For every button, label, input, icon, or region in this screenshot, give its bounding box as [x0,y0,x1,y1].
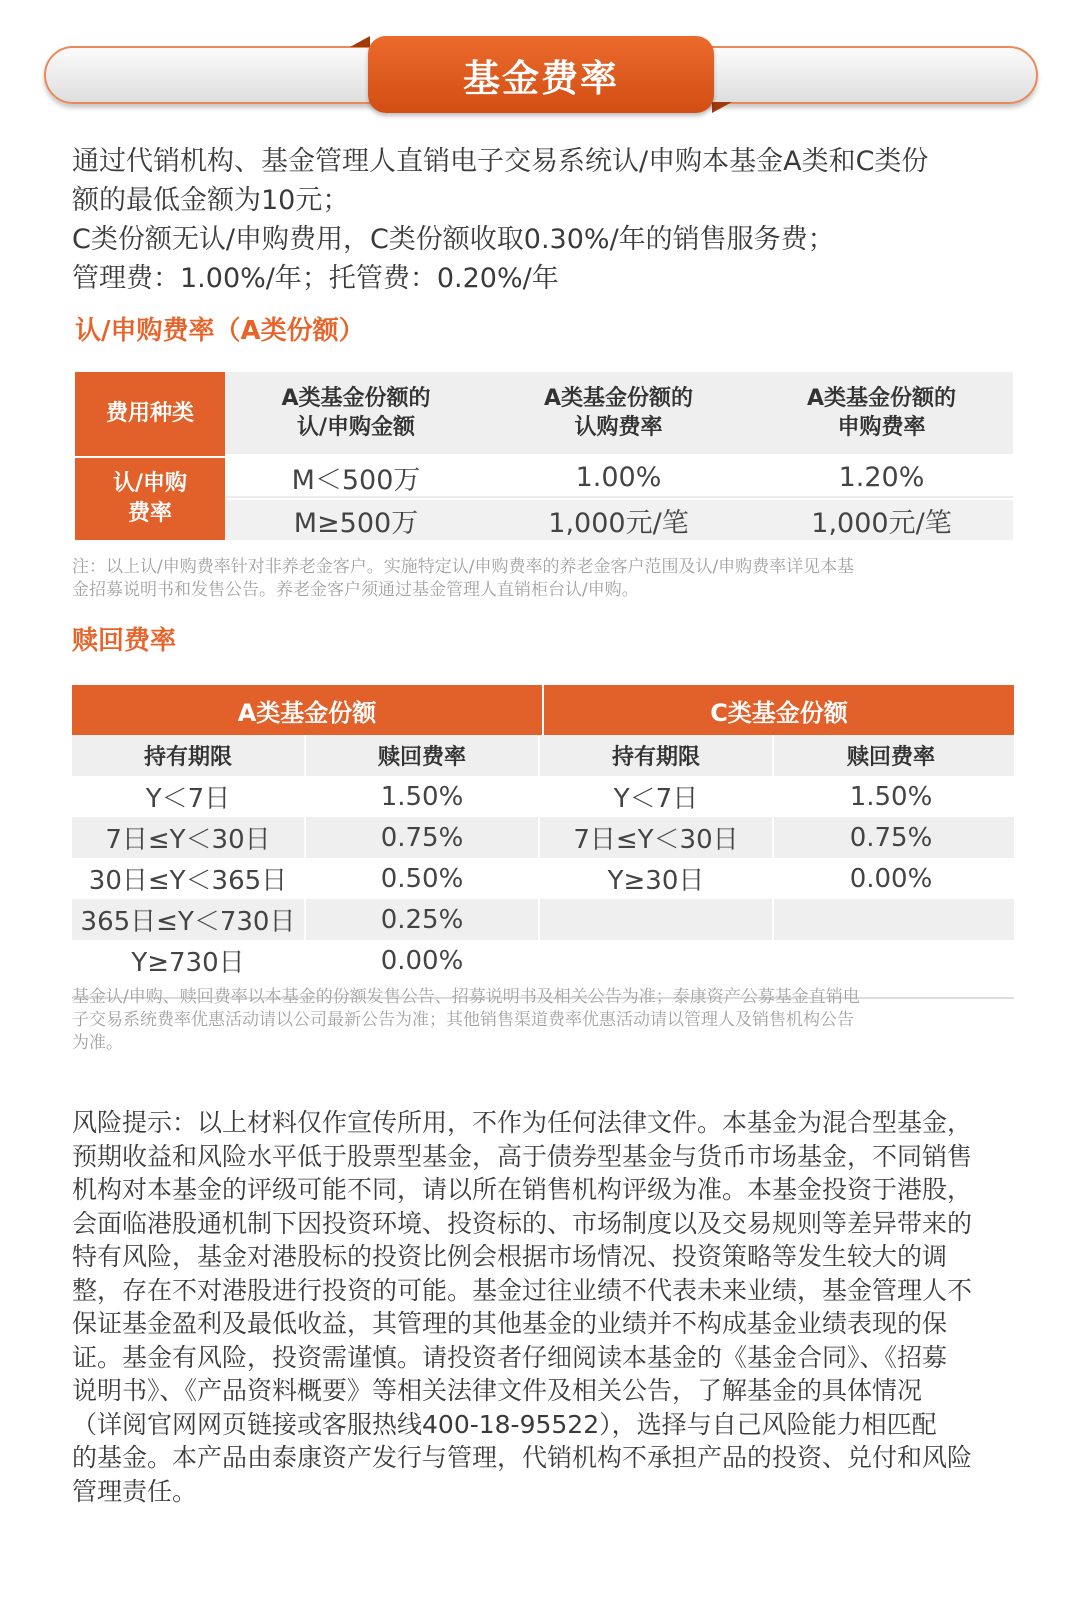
purchase-rate-cell: 1.20% [838,461,925,493]
note-line: 为准。 [72,1033,123,1053]
risk-line: 风险提示：以上材料仅作宣传所用，不作为任何法律文件。本基金为混合型基金， [72,1108,973,1137]
group-a-header: A类基金份额 [72,685,542,735]
redemption-note [72,986,1022,1055]
c-rate-cell [774,940,1008,981]
risk-line: （详阅官网网页链接或客服热线400-18-95522），选择与自己风险能力相匹配 [72,1409,937,1439]
risk-line: 整，存在不对港股进行投资的可能。基金过往业绩不代表未来业绩，基金管理人不 [72,1275,973,1305]
header-text: 认购费率 [574,415,663,440]
risk-disclosure [72,1106,1032,1508]
header-text: 认/申购金额 [296,415,416,440]
note-line: 注：以上认/申购费率针对非养老金客户。实施特定认/申购费率的养老金客户范围及认/申购费率详见本基 [72,557,855,577]
risk-line: 管理责任。 [72,1476,198,1506]
c-rate-cell: 1.50% [849,781,933,812]
c-rate-cell [774,899,1008,940]
amount-cell: M＜500万 [291,464,421,496]
row-label-text: 费率 [127,501,172,526]
risk-line: 保证基金盈利及最低收益，其管理的其他基金的业绩并不构成基金业绩表现的保 [72,1309,948,1338]
risk-line: 说明书》、《产品资料概要》等相关法律文件及相关公告，了解基金的具体情况 [72,1376,923,1405]
intro-line: 管理费：1.00%/年；托管费：0.20%/年 [72,263,559,294]
col-period-a: 持有期限 [72,735,306,776]
risk-line: 特有风险，基金对港股标的投资比例会根据市场情况、投资策略等发生较大的调 [72,1242,948,1271]
header-purchase-rate [750,372,1013,454]
redemption-section-title: 赎回费率 [72,626,177,656]
intro-text [72,142,1022,298]
risk-line: 预期收益和风险水平低于股票型基金，高于债券型基金与货币市场基金，不同销售 [72,1141,973,1171]
row-label-text: 认/申购 [112,471,188,496]
a-rate-cell: 0.00% [306,940,540,981]
banner-fold-left [350,36,370,47]
subscription-section-title: 认/申购费率（A类份额） [75,316,365,346]
a-rate-cell: 0.75% [306,817,540,858]
table-row [72,817,1014,858]
risk-line: 机构对本基金的评级可能不同，请以所在销售机构评级为准。本基金投资于港股， [72,1175,973,1204]
a-rate-cell: 0.25% [306,899,540,940]
amount-cell: M≥500万 [293,507,419,539]
a-period-cell: Y＜7日 [72,776,306,817]
header-text: A类基金份额的 [543,386,694,411]
table-row [72,940,1014,981]
risk-line: 证。基金有风险，投资需谨慎。请投资者仔细阅读本基金的《基金合同》、《招募 [72,1342,948,1372]
c-rate-cell: 0.00% [849,863,933,894]
c-period-cell: Y＜7日 [540,776,774,817]
banner-fold-right [712,102,732,113]
subscription-rate-cell: 1,000元/笔 [548,507,689,539]
redemption-fee-table [72,685,1014,999]
col-rate-a: 赎回费率 [306,735,540,776]
page-title: 基金费率 [368,36,714,113]
note-line: 金招募说明书和发售公告。养老金客户须通过基金管理人直销柜台认/申购。 [72,580,639,600]
risk-line: 会面临港股通机制下因投资环境、投资标的、市场制度以及交易规则等差异带来的 [72,1208,973,1238]
purchase-rate-cell: 1,000元/笔 [811,507,952,539]
subscription-rate-cell: 1.00% [575,461,662,493]
header-text: A类基金份额的 [281,386,431,411]
intro-line: 额的最低金额为10元； [72,185,350,216]
group-c-header: C类基金份额 [544,685,1014,735]
a-rate-cell: 1.50% [306,776,540,817]
table-row [72,776,1014,817]
c-period-cell [540,899,774,940]
header-subscription-rate [487,372,750,454]
c-period-cell: Y≥30日 [540,858,774,899]
subscription-note [72,556,1022,602]
table-subheader-row [72,735,1014,776]
col-period-c: 持有期限 [540,735,774,776]
risk-line: 的基金。本产品由泰康资产发行与管理，代销机构不承担产品的投资、兑付和风险 [72,1443,973,1472]
intro-line: 通过代销机构、基金管理人直销电子交易系统认/申购本基金A类和C类份 [72,146,929,177]
c-period-cell: 7日≤Y＜30日 [540,817,774,858]
a-period-cell: Y≥730日 [72,940,306,981]
a-rate-cell: 0.50% [306,858,540,899]
a-period-cell: 30日≤Y＜365日 [72,858,306,899]
subscription-fee-table [75,372,1013,538]
table-row [72,858,1014,899]
table-group-header [72,685,1014,735]
header-text: A类基金份额的 [806,386,957,411]
c-rate-cell: 0.75% [849,822,933,853]
header-amount [225,372,487,454]
note-line: 基金认/申购、赎回费率以本基金的份额发售公告、招募说明书及相关公告为准；泰康资产公募基金直销电 [72,987,860,1007]
c-period-cell [540,940,774,981]
header-text: 申购费率 [837,415,926,440]
a-period-cell: 365日≤Y＜730日 [72,899,306,940]
row-label-fee-rate [75,458,225,540]
intro-line: C类份额无认/申购费用，C类份额收取0.30%/年的销售服务费； [72,224,835,255]
note-line: 子交易系统费率优惠活动请以公司最新公告为准；其他销售渠道费率优惠活动请以管理人及销售机构公告 [72,1010,854,1030]
table-row [72,899,1014,940]
header-fee-type: 费用种类 [75,372,225,456]
a-period-cell: 7日≤Y＜30日 [72,817,306,858]
col-rate-c: 赎回费率 [846,745,935,770]
